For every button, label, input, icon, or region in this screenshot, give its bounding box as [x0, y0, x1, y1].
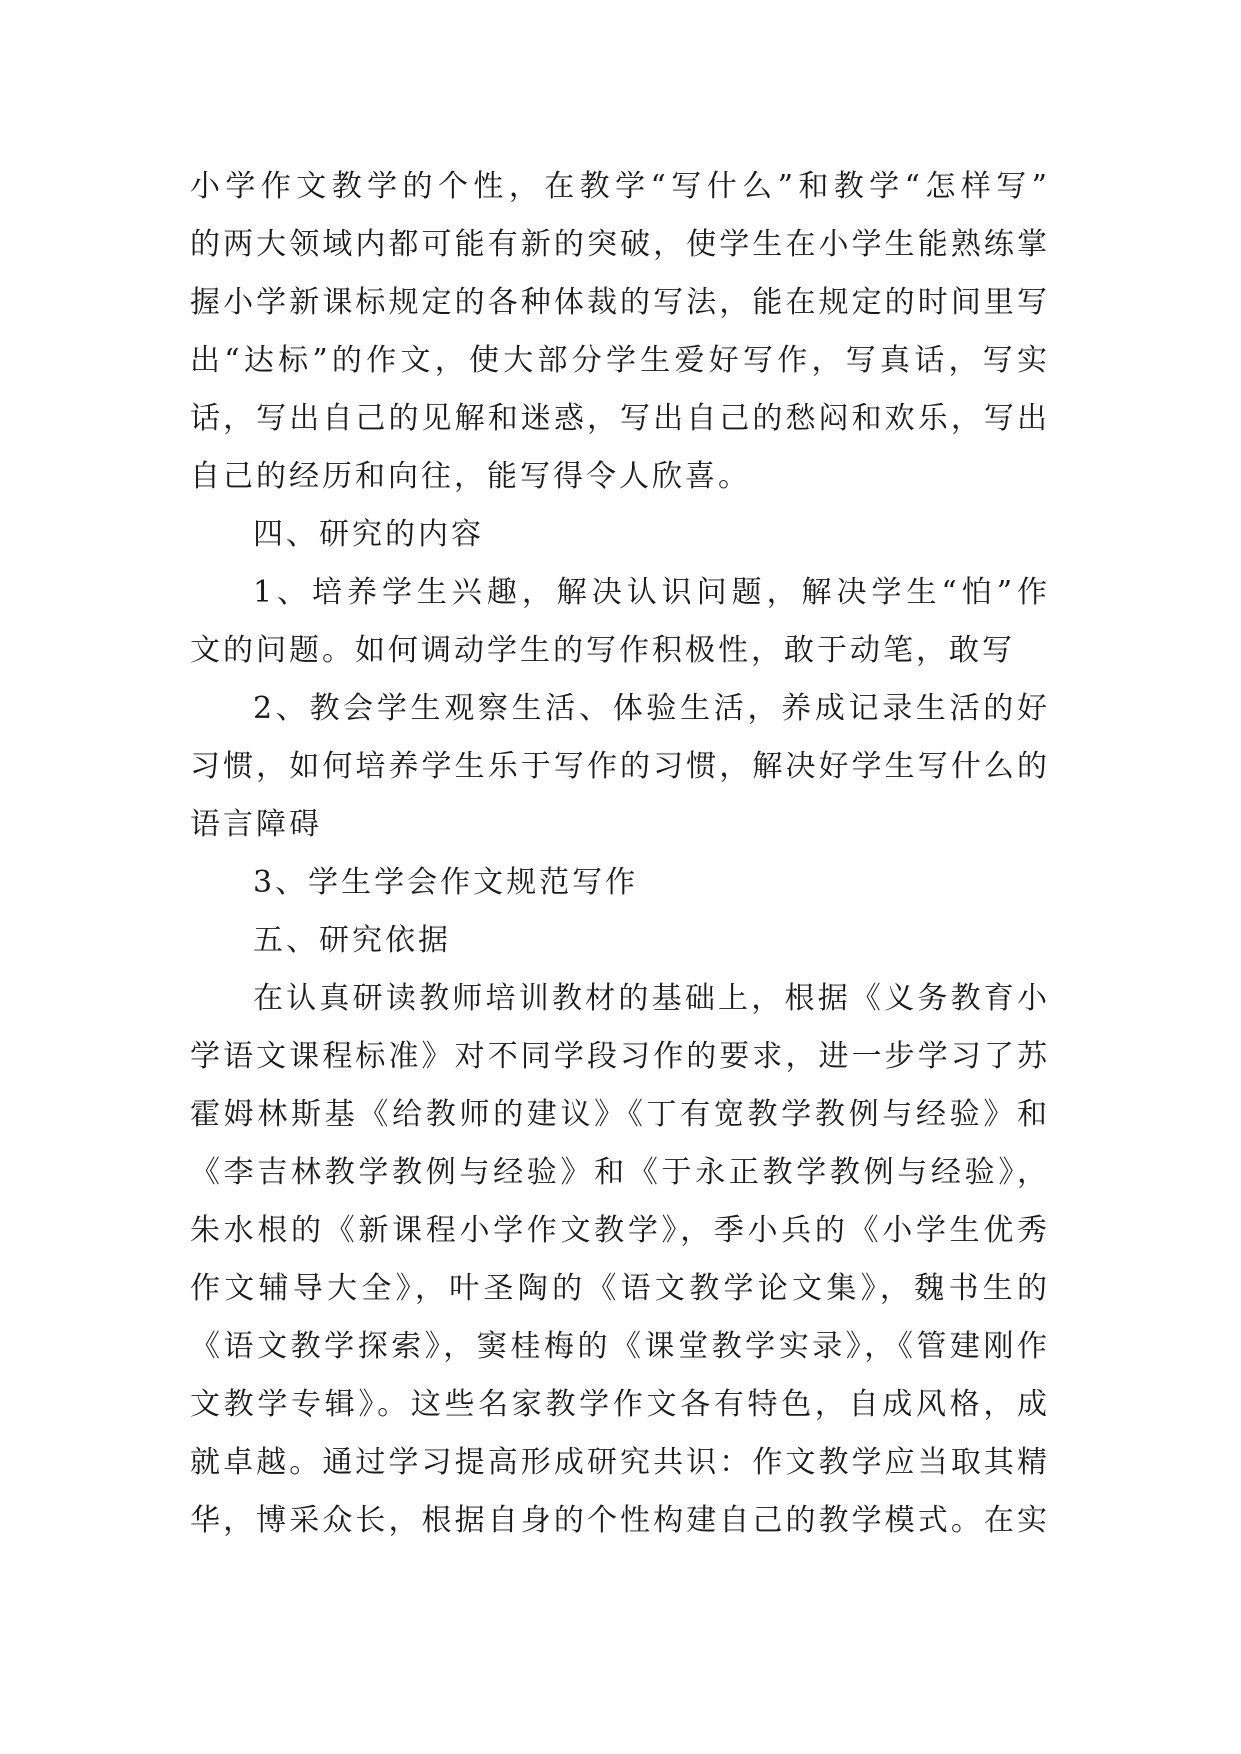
text-line: 2、教会学生观察生活、体验生活，养成记录生活的好 — [253, 691, 1050, 726]
text-line: 1、培养学生兴趣，解决认识问题，解决学生“怕”作 — [253, 575, 1050, 610]
text-line: 学语文课程标准》对不同学段习作的要求，进一步学习了苏 — [190, 1039, 1050, 1074]
text-line: 就卓越。通过学习提高形成研究共识：作文教学应当取其精 — [190, 1445, 1050, 1480]
text-line: 语言障碍 — [190, 807, 322, 842]
text-line: 小学作文教学的个性，在教学“写什么”和教学“怎样写” — [190, 169, 1050, 204]
text-line: 霍姆林斯基《给教师的建议》《丁有宽教学教例与经验》和 — [190, 1097, 1050, 1132]
text-line: 朱水根的《新课程小学作文教学》，季小兵的《小学生优秀 — [190, 1213, 1050, 1248]
text-line: 文教学专辑》。这些名家教学作文各有特色，自成风格，成 — [190, 1387, 1050, 1422]
text-line: 话，写出自己的见解和迷惑，写出自己的愁闷和欢乐，写出 — [190, 401, 1050, 436]
text-line: 握小学新课标规定的各种体裁的写法，能在规定的时间里写 — [190, 285, 1050, 320]
text-line: 习惯，如何培养学生乐于写作的习惯，解决好学生写什么的 — [190, 749, 1050, 784]
body-text — [190, 158, 1050, 1550]
section-heading-research-content: 四、研究的内容 — [253, 517, 484, 552]
text-line: 3、学生学会作文规范写作 — [253, 865, 639, 900]
text-line: 华，博采众长，根据自身的个性构建自己的教学模式。在实 — [190, 1503, 1050, 1538]
text-line: 的两大领域内都可能有新的突破，使学生在小学生能熟练掌 — [190, 227, 1050, 262]
text-line: 《语文教学探索》，窦桂梅的《课堂教学实录》，《管建刚作 — [190, 1329, 1050, 1364]
text-line: 出“达标”的作文，使大部分学生爱好写作，写真话，写实 — [190, 343, 1050, 378]
text-line: 作文辅导大全》，叶圣陶的《语文教学论文集》，魏书生的 — [190, 1271, 1050, 1306]
text-line: 在认真研读教师培训教材的基础上，根据《义务教育小 — [253, 981, 1050, 1016]
text-line: 《李吉林教学教例与经验》和《于永正教学教例与经验》， — [190, 1155, 1050, 1190]
section-heading-research-basis: 五、研究依据 — [253, 923, 451, 958]
text-line: 文的问题。如何调动学生的写作积极性，敢于动笔，敢写 — [190, 633, 1015, 668]
text-line: 自己的经历和向往，能写得令人欣喜。 — [190, 459, 751, 494]
